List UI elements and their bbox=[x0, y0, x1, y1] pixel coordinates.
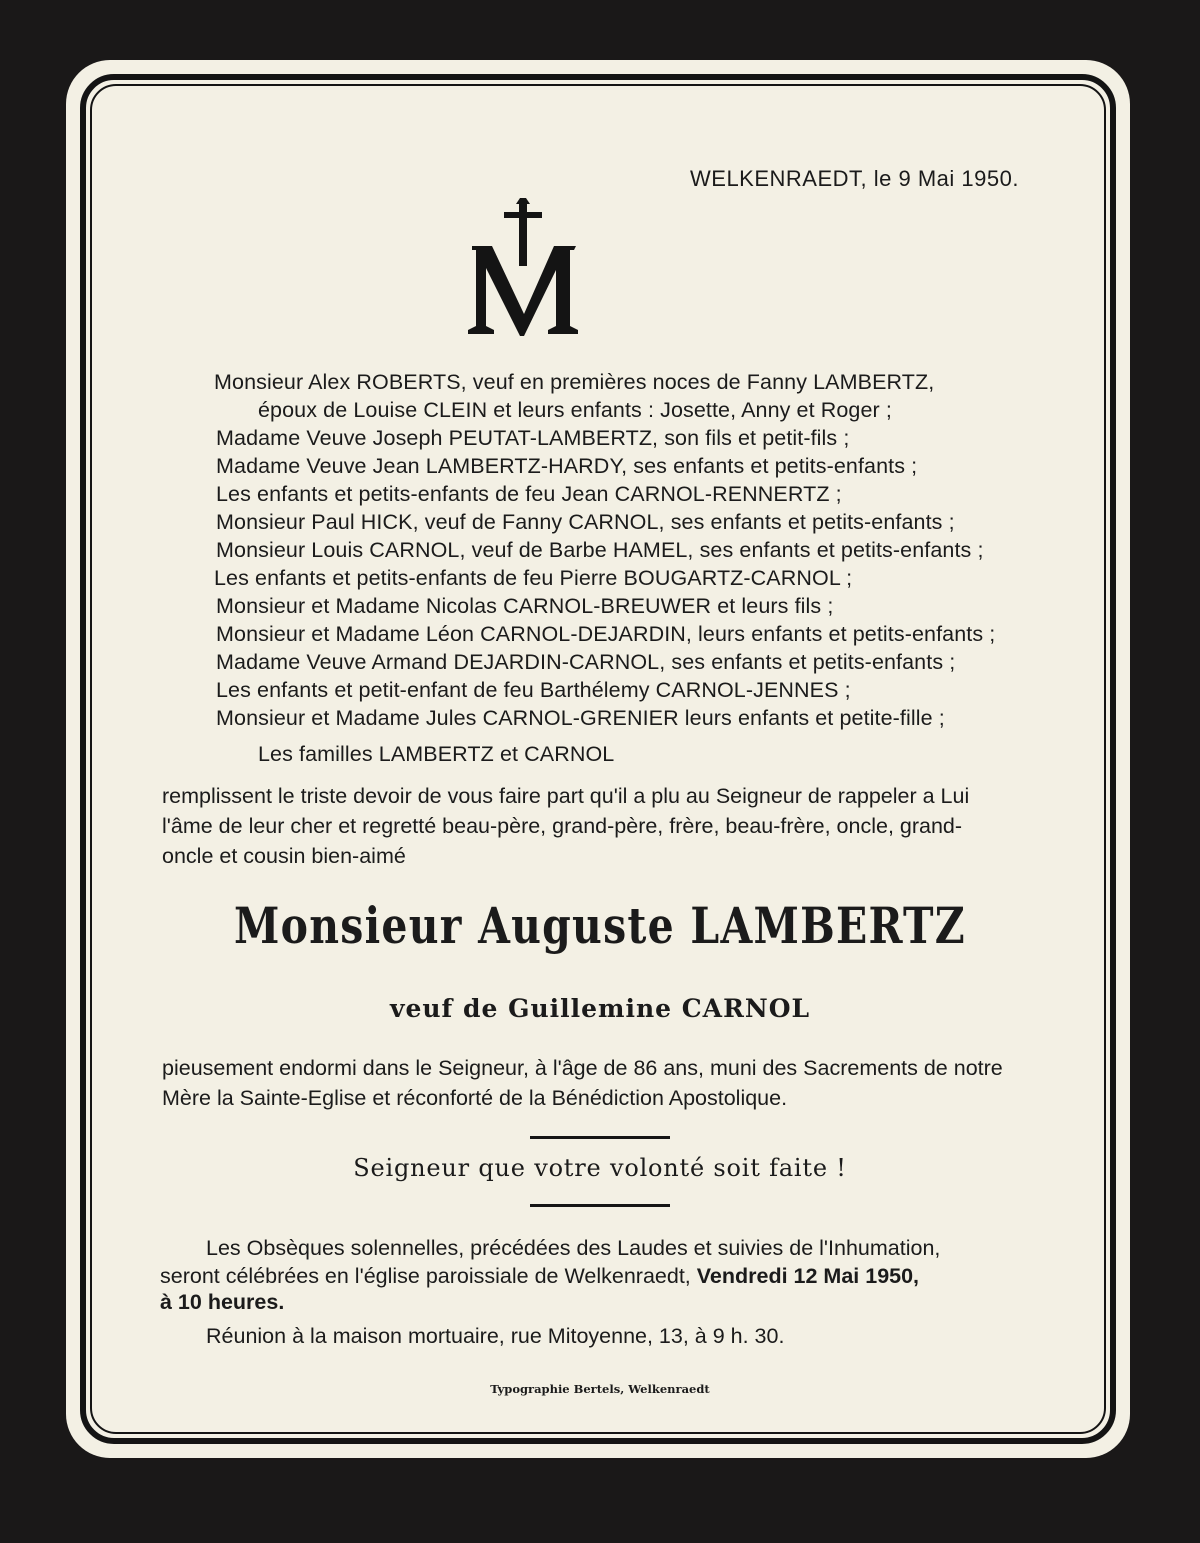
divider-bottom bbox=[530, 1204, 670, 1207]
mourner-line: Monsieur et Madame Léon CARNOL-DEJARDIN, leurs enfants et petits-enfants ; bbox=[216, 622, 996, 646]
mourner-line: Les enfants et petits-enfants de feu Pierre BOUGARTZ-CARNOL ; bbox=[214, 566, 853, 590]
mourner-line: Les enfants et petit-enfant de feu Barthélemy CARNOL-JENNES ; bbox=[216, 678, 851, 702]
printer-credit: Typographie Bertels, Welkenraedt bbox=[490, 1382, 710, 1396]
mourner-line: Monsieur et Madame Nicolas CARNOL-BREUWER et leurs fils ; bbox=[216, 594, 834, 618]
mourner-line: Monsieur Alex ROBERTS, veuf en premières noces de Fanny LAMBERTZ, bbox=[214, 370, 935, 394]
funeral-line: Les Obsèques solennelles, précédées des Laudes et suivies de l'Inhumation, bbox=[206, 1236, 941, 1260]
mourner-line: époux de Louise CLEIN et leurs enfants : Josette, Anny et Roger ; bbox=[258, 398, 892, 422]
gathering-line: Réunion à la maison mortuaire, rue Mitoyenne, 13, à 9 h. 30. bbox=[206, 1324, 785, 1348]
announcement-line: l'âme de leur cher et regretté beau-père, grand-père, frère, beau-frère, oncle, grand- bbox=[162, 814, 963, 838]
mourner-line: Monsieur Louis CARNOL, veuf de Barbe HAMEL, ses enfants et petits-enfants ; bbox=[216, 538, 984, 562]
death-notice-line: Mère la Sainte-Eglise et réconforté de la Bénédiction Apostolique. bbox=[162, 1086, 788, 1110]
funeral-line bbox=[160, 1264, 919, 1289]
divider-top bbox=[530, 1136, 670, 1139]
funeral-time: à 10 heures. bbox=[160, 1290, 285, 1314]
deceased-name: Monsieur Auguste LAMBERTZ bbox=[234, 896, 966, 955]
death-notice-line: pieusement endormi dans le Seigneur, à l'âge de 86 ans, muni des Sacrements de notre bbox=[162, 1056, 1003, 1080]
mourner-line: Madame Veuve Armand DEJARDIN-CARNOL, ses enfants et petits-enfants ; bbox=[216, 650, 956, 674]
mourner-line: Les enfants et petits-enfants de feu Jean CARNOL-RENNERTZ ; bbox=[216, 482, 842, 506]
mourner-line: Monsieur Paul HICK, veuf de Fanny CARNOL, ses enfants et petits-enfants ; bbox=[216, 510, 955, 534]
mourner-line: Madame Veuve Jean LAMBERTZ-HARDY, ses enfants et petits-enfants ; bbox=[216, 454, 918, 478]
announcement-line: oncle et cousin bien-aimé bbox=[162, 844, 406, 868]
funeral-location: seront célébrées en l'église paroissiale de Welkenraedt, bbox=[160, 1264, 691, 1288]
place-and-date: WELKENRAEDT, le 9 Mai 1950. bbox=[690, 166, 1019, 191]
families-line: Les familles LAMBERTZ et CARNOL bbox=[258, 742, 615, 766]
announcement-line: remplissent le triste devoir de vous faire part qu'il a plu au Seigneur de rappeler a Lui bbox=[162, 784, 970, 808]
widower-of: veuf de Guillemine CARNOL bbox=[389, 994, 811, 1023]
motto: Seigneur que votre volonté soit faite ! bbox=[353, 1154, 847, 1182]
mourner-line: Monsieur et Madame Jules CARNOL-GRENIER leurs enfants et petite-fille ; bbox=[216, 706, 945, 730]
mourner-line: Madame Veuve Joseph PEUTAT-LAMBERTZ, son fils et petit-fils ; bbox=[216, 426, 850, 450]
funeral-date: Vendredi 12 Mai 1950, bbox=[696, 1264, 920, 1288]
cross-m-monogram-icon bbox=[462, 196, 586, 342]
